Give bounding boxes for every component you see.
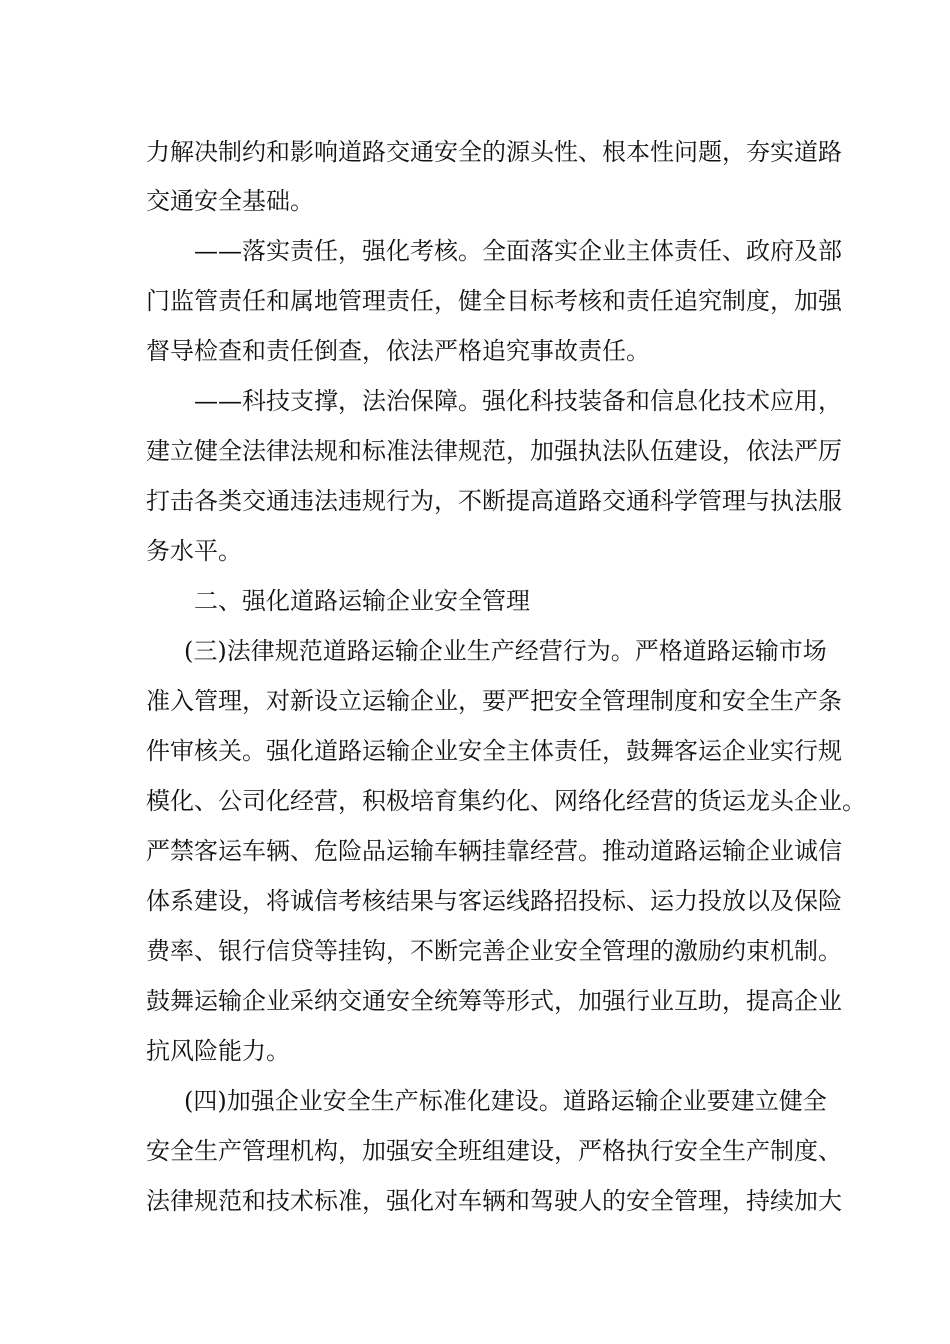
- paragraph-line: 费率、银行信贷等挂钩，不断完善企业安全管理的激励约束机制。: [146, 937, 842, 965]
- paragraph-line: 模化、公司化经营，积极培育集约化、网络化经营的货运龙头企业。: [146, 787, 866, 815]
- paragraph-line: 安全生产管理机构，加强安全班组建设，严格执行安全生产制度、: [146, 1137, 842, 1165]
- section-heading: 二、强化道路运输企业安全管理: [194, 587, 530, 615]
- paragraph-line: ——科技支撑，法治保障。强化科技装备和信息化技术应用，: [194, 387, 842, 415]
- paragraph-line: ——落实责任，强化考核。全面落实企业主体责任、政府及部: [194, 237, 842, 265]
- paragraph-line: 打击各类交通违法违规行为，不断提高道路交通科学管理与执法服: [146, 487, 842, 515]
- paragraph-line: 门监管责任和属地管理责任，健全目标考核和责任追究制度，加强: [146, 287, 842, 315]
- paragraph-line: 严禁客运车辆、危险品运输车辆挂靠经营。推动道路运输企业诚信: [146, 837, 842, 865]
- paragraph-line: 抗风险能力。: [146, 1037, 290, 1065]
- paragraph-line: 体系建设，将诚信考核结果与客运线路招投标、运力投放以及保险: [146, 887, 842, 915]
- paragraph-line: 务水平。: [146, 537, 242, 565]
- paragraph-line: 鼓舞运输企业采纳交通安全统筹等形式，加强行业互助，提高企业: [146, 987, 842, 1015]
- paragraph-line: (三)法律规范道路运输企业生产经营行为。严格道路运输市场: [184, 637, 827, 665]
- paragraph-line: 力解决制约和影响道路交通安全的源头性、根本性问题，夯实道路: [146, 138, 842, 166]
- paragraph-line: 督导检查和责任倒查，依法严格追究事故责任。: [146, 337, 650, 365]
- paragraph-line: 件审核关。强化道路运输企业安全主体责任，鼓舞客运企业实行规: [146, 737, 842, 765]
- paragraph-line: (四)加强企业安全生产标准化建设。道路运输企业要建立健全: [184, 1087, 827, 1115]
- paragraph-line: 建立健全法律法规和标准法律规范，加强执法队伍建设，依法严厉: [146, 437, 842, 465]
- paragraph-line: 交通安全基础。: [146, 187, 314, 215]
- paragraph-line: 法律规范和技术标准，强化对车辆和驾驶人的安全管理，持续加大: [146, 1187, 842, 1215]
- paragraph-line: 准入管理，对新设立运输企业，要严把安全管理制度和安全生产条: [146, 687, 842, 715]
